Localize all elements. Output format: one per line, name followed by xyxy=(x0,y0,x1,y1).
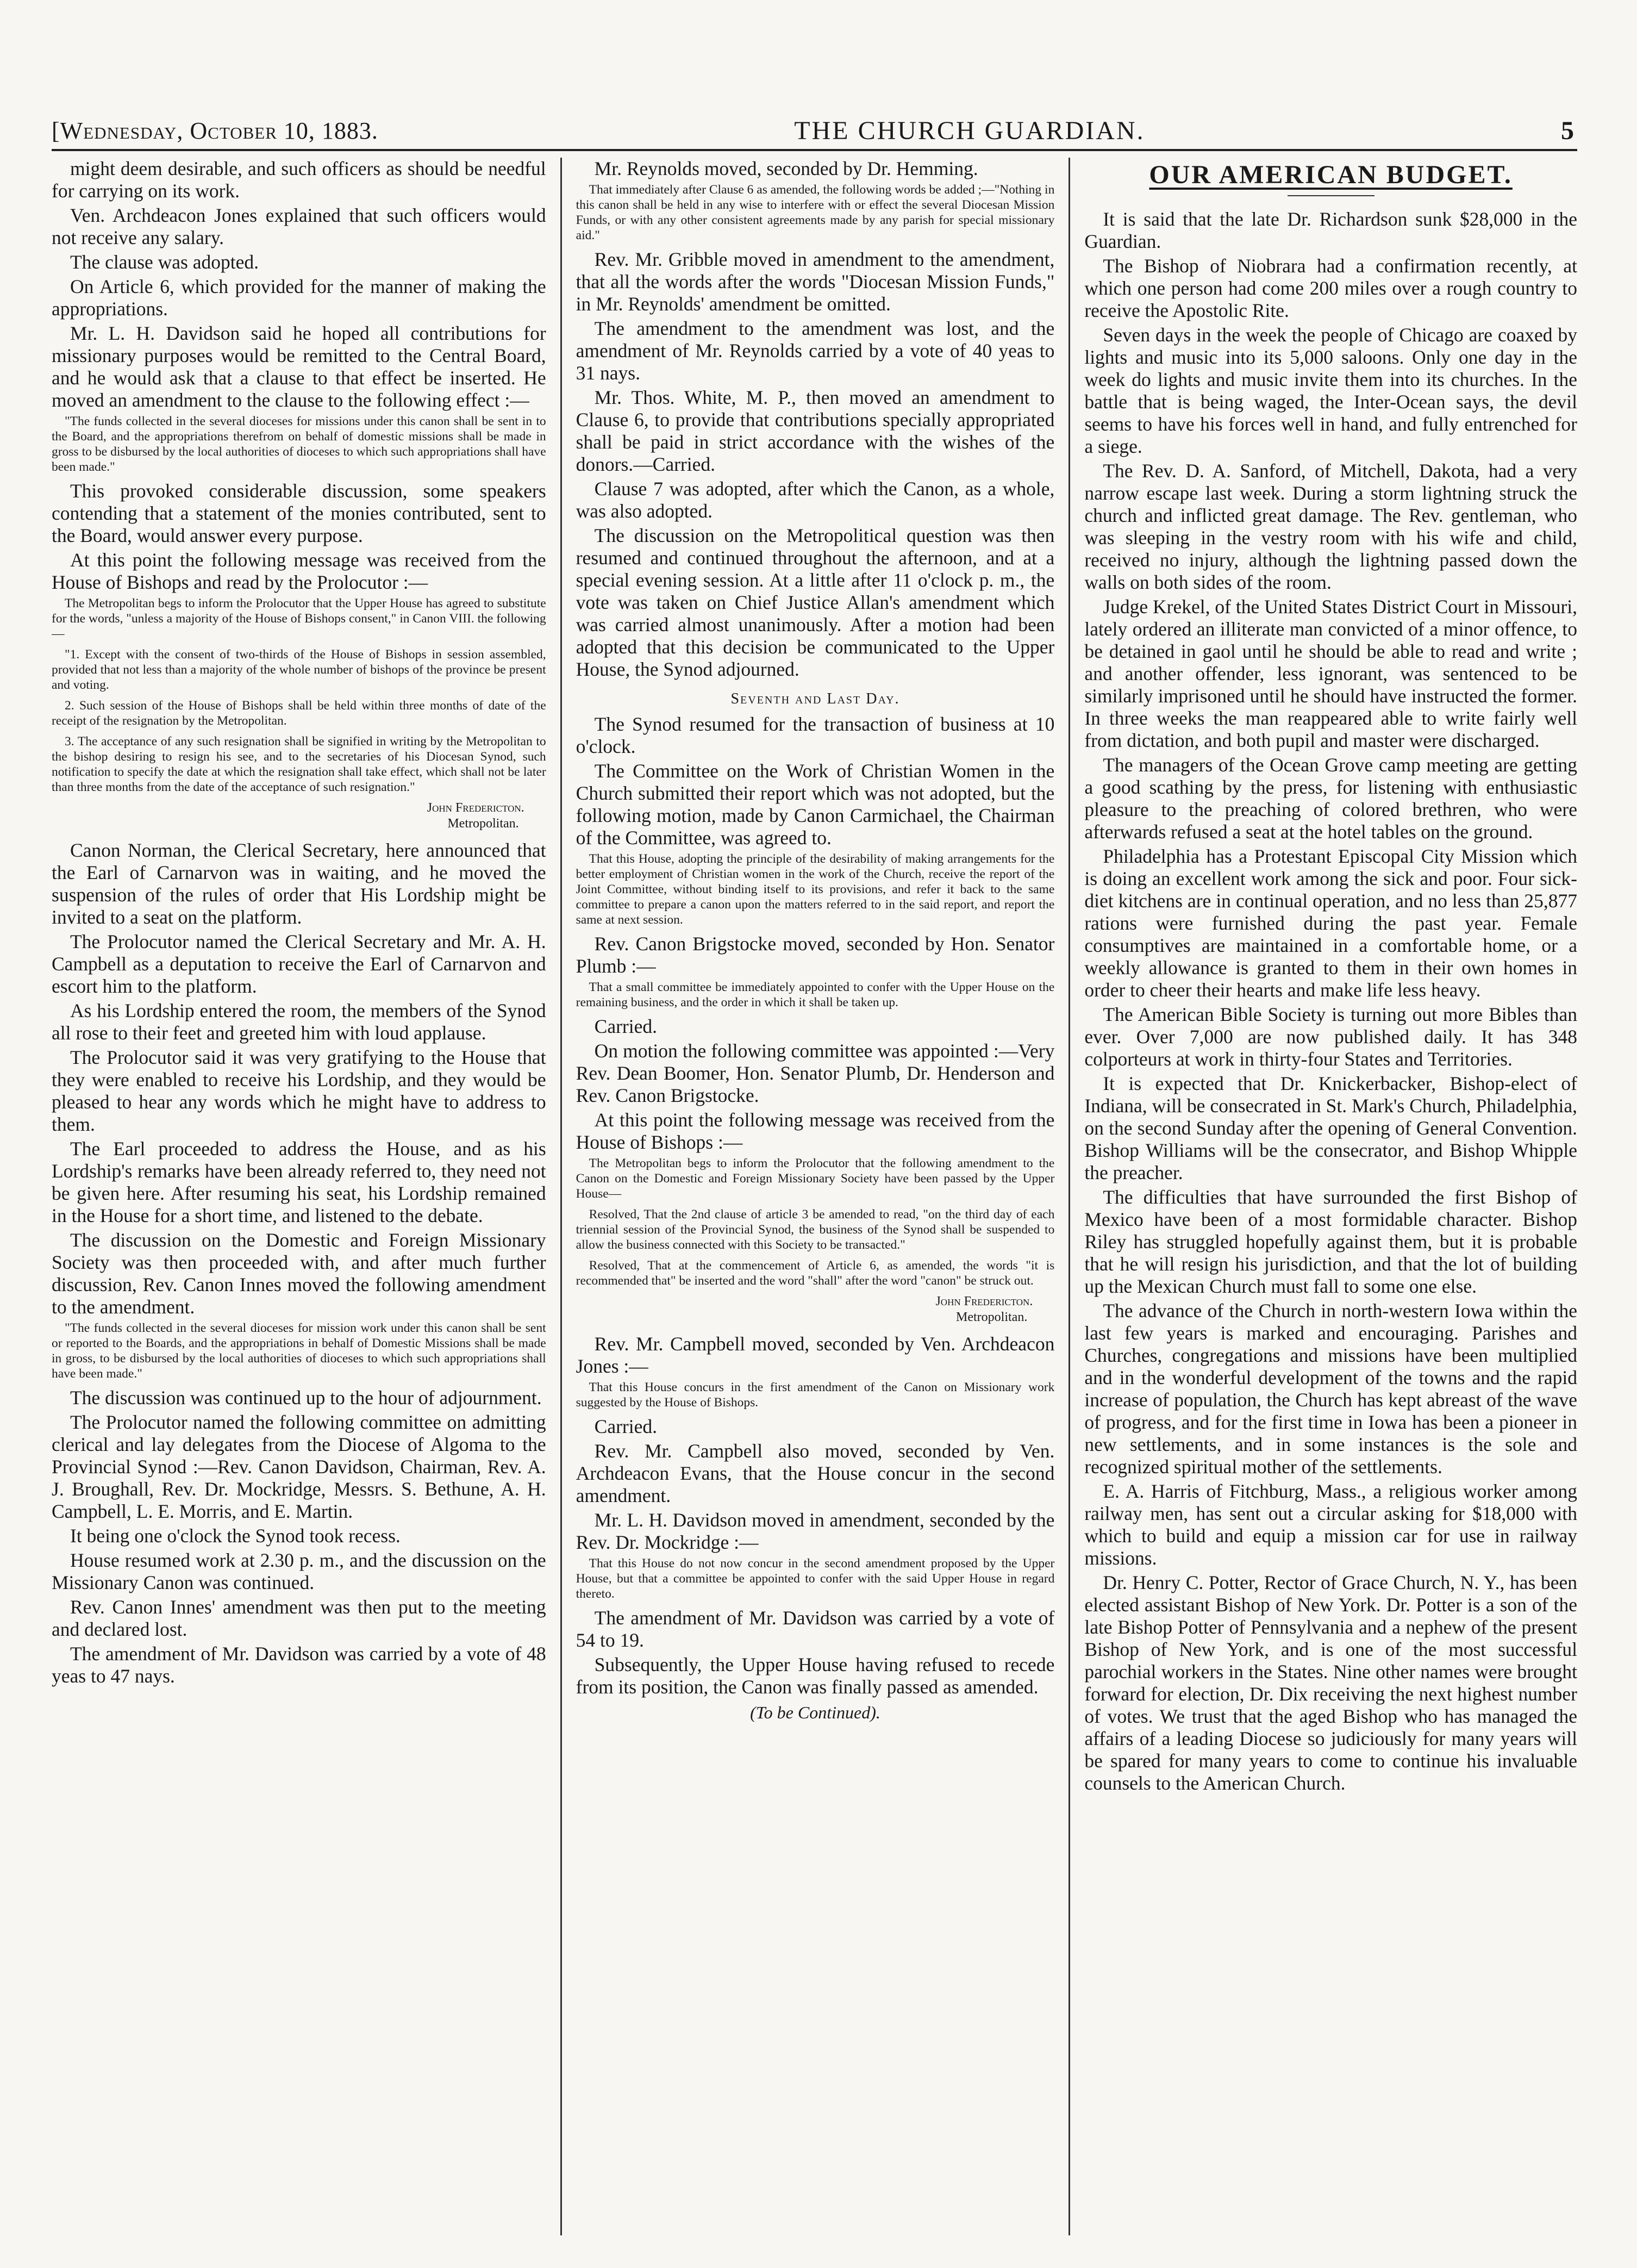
news-item: The difficulties that have surrounded the first Bishop of Mexico have been of a most formidable character. Bishop Riley has struggled hopefully against them, but it is probable that he will resign his jurisdiction, and that the lot of building up the Mexican Church must fall to some one else. xyxy=(1084,1186,1577,1297)
signature-name: John Fredericton. xyxy=(935,1294,1033,1309)
masthead xyxy=(52,109,1577,151)
section-heading: Seventh and Last Day. xyxy=(730,690,900,707)
paragraph: The discussion on the Metropolitical question was then resumed and continued throughout the afternoon, and at a special evening session. At a little after 11 o'clock p. m., the vote was taken on Chief Justice Allan's amendment which was carried almost unanimously. After a motion had been adopted that this decision be communicated to the Upper House, the Synod adjourned. xyxy=(576,525,1055,680)
quoted-resolution: Resolved, That the 2nd clause of article 3 be amended to read, "on the third day of each triennial session of the Provincial Synod, the business of the Synod shall be suspended to allow the business connected with this Society to be transacted." xyxy=(576,1207,1055,1252)
quoted-resolution: Resolved, That at the commencement of Article 6, as amended, the words "it is recommended that" be inserted and the word "shall" after the word "canon" be struck out. xyxy=(576,1258,1055,1288)
paragraph: The amendment to the amendment was lost, and the amendment of Mr. Reynolds carried by a vote of 40 yeas to 31 nays. xyxy=(576,317,1055,384)
paragraph: The amendment of Mr. Davidson was carried by a vote of 48 yeas to 47 nays. xyxy=(52,1643,546,1687)
paragraph: At this point the following message was received from the House of Bishops :— xyxy=(576,1109,1055,1153)
paragraph: This provoked considerable discussion, some speakers contending that a statement of the monies contributed, sent to the Board, would answer every purpose. xyxy=(52,480,546,546)
column-3 xyxy=(1069,158,1577,2235)
paragraph: The discussion was continued up to the hour of adjournment. xyxy=(70,1387,542,1409)
quoted-motion: That immediately after Clause 6 as amended, the following words be added ;—"Nothing in this canon shall be held in any wise to interfere with or effect the several Diocesan Mission Funds, or with any other consistent agreements made by any parish for special missionary aid." xyxy=(576,183,1055,242)
news-item: The advance of the Church in north-western Iowa within the last few years is marked and encouraging. Parishes and Churches, congregations and missions have been multiplied and in the wonderful development of the towns and the rapid increase of population, the Church has kept abreast of the wave of progress, and for the first time in Iowa has been a pioneer in new settlements, and in some instances is the sole and recognized spiritual mother of the settlements. xyxy=(1084,1300,1577,1478)
paragraph: Rev. Canon Innes' amendment was then put to the meeting and declared lost. xyxy=(52,1596,546,1640)
paragraph: Mr. Thos. White, M. P., then moved an amendment to Clause 6, to provide that contributions specially appropriated shall be paid in strict accordance with the wishes of the donors.—Carried. xyxy=(576,387,1055,475)
paragraph: Rev. Mr. Gribble moved in amendment to the amendment, that all the words after the words "Diocesan Mission Funds," in Mr. Reynolds' amendment be omitted. xyxy=(576,248,1055,315)
news-item: Seven days in the week the people of Chicago are coaxed by lights and music into its 5,000 saloons. Only one day in the week do lights and music invite them into its churches. In the battle that is being waged, the Inter-Ocean says, the devil seems to have his forces well in hand, and fully entrenched for a siege. xyxy=(1084,324,1577,457)
paragraph: On motion the following committee was appointed :—Very Rev. Dean Boomer, Hon. Senator Plumb, Dr. Henderson and Rev. Canon Brigstocke. xyxy=(576,1040,1055,1106)
news-item: It is expected that Dr. Knickerbacker, Bishop-elect of Indiana, will be consecrated in St. Mark's Church, Philadelphia, on the second Sunday after the opening of General Convention. Bishop Williams will be the consecrator, and Bishop Whipple the preacher. xyxy=(1084,1073,1577,1183)
signature-name: John Fredericton. xyxy=(427,801,524,815)
quoted-message: 2. Such session of the House of Bishops shall be held within three months of date of the receipt of the resignation by the Metropolitan. xyxy=(52,699,546,728)
paragraph: Clause 7 was adopted, after which the Canon, as a whole, was also adopted. xyxy=(576,478,1055,522)
paragraph: The clause was adopted. xyxy=(70,251,259,273)
paragraph: Rev. Mr. Campbell moved, seconded by Ven. Archdeacon Jones :— xyxy=(576,1333,1055,1377)
page-number: 5 xyxy=(1561,116,1574,145)
signature-role: Metropolitan. xyxy=(447,817,519,831)
news-item: The managers of the Ocean Grove camp meeting are getting a good scathing by the press, for listening with enthusiastic pleasure to the preaching of colored brethren, who were afterwards refused a seat at the hotel tables on the ground. xyxy=(1084,754,1577,843)
paragraph: House resumed work at 2.30 p. m., and the discussion on the Missionary Canon was continued. xyxy=(52,1549,546,1593)
paragraph: At this point the following message was received from the House of Bishops and read by the Prolocutor :— xyxy=(52,549,546,593)
signature xyxy=(576,1294,1055,1325)
quoted-motion: "The funds collected in the several dioceses for missions under this canon shall be sent in to the Board, and the appropriations therefrom on behalf of domestic missions shall be made in gross to be disbursed by the local authorities of dioceses to which such appropriations shall have been made." xyxy=(52,414,546,474)
quoted-message: The Metropolitan begs to inform the Prolocutor that the Upper House has agreed to substitute for the words, "unless a majority of the House of Bishops consent," in Canon VIII. the following— xyxy=(52,596,546,641)
quoted-message: 3. The acceptance of any such resignation shall be signified in writing by the Metropolitan to the bishop desiring to resign his see, and to the secretaries of his Diocesan Synod, such notification to specify the date at which the resignation shall take effect, which shall not be later than three months from the date of the acceptance of such resignation." xyxy=(52,734,546,794)
quoted-motion: That this House, adopting the principle of the desirability of making arrangements for the better employment of Christian women in the work of the Church, receive the report of the Joint Committee, without binding itself to its provisions, and refer it back to the same committee to prepare a canon upon the matters referred to in the said report, and report the same at next session. xyxy=(576,852,1055,927)
paragraph: Carried. xyxy=(594,1416,657,1437)
paragraph: On Article 6, which provided for the manner of making the appropriations. xyxy=(52,276,546,320)
quoted-motion: That a small committee be immediately appointed to confer with the Upper House on the remaining business, and the order in which it shall be taken up. xyxy=(576,980,1055,1010)
paragraph: Mr. L. H. Davidson said he hoped all contributions for missionary purposes would be remitted to the Central Board, and he would ask that a clause to that effect be inserted. He moved an amendment to the clause to the following effect :— xyxy=(52,322,546,411)
quoted-motion: "The funds collected in the several dioceses for mission work under this canon shall be sent or reported to the Boards, and the appropriations in behalf of Domestic Missions shall be made in gross, to be disbursed by the local authorities of dioceses to which such appropriations shall have been made." xyxy=(52,1321,546,1381)
paragraph: The Earl proceeded to address the House, and as his Lordship's remarks have been already referred to, they need not be given here. After resuming his seat, his Lordship remained in the House for a short time, and listened to the debate. xyxy=(52,1138,546,1226)
paragraph: The amendment of Mr. Davidson was carried by a vote of 54 to 19. xyxy=(576,1607,1055,1651)
quoted-message: The Metropolitan begs to inform the Prolocutor that the following amendment to the Canon on the Domestic and Foreign Missionary Society have been passed by the Upper House— xyxy=(576,1156,1055,1201)
signature-role: Metropolitan. xyxy=(956,1310,1028,1324)
signature xyxy=(52,800,546,832)
paragraph: It being one o'clock the Synod took recess. xyxy=(70,1525,401,1547)
paragraph: As his Lordship entered the room, the members of the Synod all rose to their feet and greeted him with loud applause. xyxy=(52,1000,546,1044)
quoted-message: "1. Except with the consent of two-thirds of the House of Bishops in session assembled, provided that not less than a majority of the whole number of bishops of the province be present and voting. xyxy=(52,647,546,692)
news-item: Philadelphia has a Protestant Episcopal City Mission which is doing an excellent work among the sick and poor. Four sick-diet kitchens are in continual operation, and no less than 25,877 rations were furnished during the past year. Female consumptives are maintained in a comfortable home, or a weekly allowance is granted to them in their own homes in order to cheer their hearts and make life less heavy. xyxy=(1084,845,1577,1001)
paragraph: Rev. Canon Brigstocke moved, seconded by Hon. Senator Plumb :— xyxy=(576,933,1055,977)
news-item: E. A. Harris of Fitchburg, Mass., a religious worker among railway men, has sent out a circular asking for $18,000 with which to build and equip a mission car for use in railway missions. xyxy=(1084,1480,1577,1569)
news-item: Dr. Henry C. Potter, Rector of Grace Church, N. Y., has been elected assistant Bishop of New York. Dr. Potter is a son of the late Bishop Potter of Pennsylvania and a nephew of the present Bishop of New York, and is one of the most successful parochial workers in the States. Nine other names were brought forward for election, Dr. Dix receiving the next highest number of votes. We trust that the aged Bishop who has managed the affairs of a leading Diocese so judiciously for many years will be spared for many years to come to continue his invaluable counsels to the American Church. xyxy=(1084,1572,1577,1794)
newspaper-title: THE CHURCH GUARDIAN. xyxy=(794,116,1145,145)
column-1 xyxy=(52,158,560,2235)
issue-date: [Wednesday, October 10, 1883. xyxy=(52,117,378,144)
paragraph: The discussion on the Domestic and Foreign Missionary Society was then proceeded with, and after much further discussion, Rev. Canon Innes moved the following amendment to the amendment. xyxy=(52,1229,546,1318)
paragraph: The Prolocutor said it was very gratifying to the House that they were enabled to receive his Lordship, and they would be pleased to hear any words which he might have to address to them. xyxy=(52,1046,546,1135)
paragraph: might deem desirable, and such officers as should be needful for carrying on its work. xyxy=(52,158,546,202)
divider xyxy=(1288,195,1374,196)
quoted-motion: That this House concurs in the first amendment of the Canon on Missionary work suggested by the House of Bishops. xyxy=(576,1380,1055,1410)
article-columns xyxy=(52,158,1577,2235)
paragraph: Subsequently, the Upper House having refused to recede from its position, the Canon was finally passed as amended. xyxy=(576,1654,1055,1698)
paragraph: Carried. xyxy=(594,1015,657,1037)
paragraph: Mr. Reynolds moved, seconded by Dr. Hemming. xyxy=(594,158,978,179)
paragraph: Mr. L. H. Davidson moved in amendment, seconded by the Rev. Dr. Mockridge :— xyxy=(576,1509,1055,1553)
paragraph: The Prolocutor named the following committee on admitting clerical and lay delegates from the Diocese of Algoma to the Provincial Synod :—Rev. Canon Davidson, Chairman, Rev. A. J. Broughall, Rev. Dr. Mockridge, Messrs. S. Bethune, A. H. Campbell, L. E. Morris, and E. Martin. xyxy=(52,1411,546,1522)
paragraph: Canon Norman, the Clerical Secretary, here announced that the Earl of Carnarvon was in waiting, and he moved the suspension of the rules of order that His Lordship might be invited to a seat on the platform. xyxy=(52,839,546,928)
continued-note: (To be Continued). xyxy=(750,1703,880,1722)
news-item: It is said that the late Dr. Richardson sunk $28,000 in the Guardian. xyxy=(1084,208,1577,252)
news-item: The Rev. D. A. Sanford, of Mitchell, Dakota, had a very narrow escape last week. During a storm lightning struck the church and inflicted great damage. The Rev. gentleman, who was sleeping in the vestry room with his wife and child, received no injury, although the lightning passed down the walls on both sides of the room. xyxy=(1084,460,1577,593)
section-title-american-budget: OUR AMERICAN BUDGET. xyxy=(1149,160,1513,189)
paragraph: The Prolocutor named the Clerical Secretary and Mr. A. H. Campbell as a deputation to receive the Earl of Carnarvon and escort him to the platform. xyxy=(52,931,546,997)
paragraph: The Synod resumed for the transaction of business at 10 o'clock. xyxy=(576,713,1055,757)
news-item: The Bishop of Niobrara had a confirmation recently, at which one person had come 200 miles over a rough country to receive the Apostolic Rite. xyxy=(1084,255,1577,321)
paragraph: The Committee on the Work of Christian Women in the Church submitted their report which was not adopted, but the following motion, made by Canon Carmichael, the Chairman of the Committee, was agreed to. xyxy=(576,760,1055,849)
quoted-motion: That this House do not now concur in the second amendment proposed by the Upper House, but that a committee be appointed to confer with the said Upper House in regard thereto. xyxy=(576,1556,1055,1601)
paragraph: Rev. Mr. Campbell also moved, seconded by Ven. Archdeacon Evans, that the House concur in the second amendment. xyxy=(576,1440,1055,1506)
paragraph: Ven. Archdeacon Jones explained that such officers would not receive any salary. xyxy=(52,204,546,248)
column-2 xyxy=(560,158,1069,2235)
news-item: Judge Krekel, of the United States District Court in Missouri, lately ordered an illiterate man convicted of a minor offence, to be detained in gaol until he should be able to read and write ; and another offender, less ignorant, was sentenced to be similarly imprisoned until he should have instructed the former. In three weeks the man reappeared able to write fairly well from dictation, and both pupil and master were discharged. xyxy=(1084,596,1577,751)
news-item: The American Bible Society is turning out more Bibles than ever. Over 7,000 are now published daily. It has 348 colporteurs at work in thirty-four States and Territories. xyxy=(1084,1004,1577,1070)
